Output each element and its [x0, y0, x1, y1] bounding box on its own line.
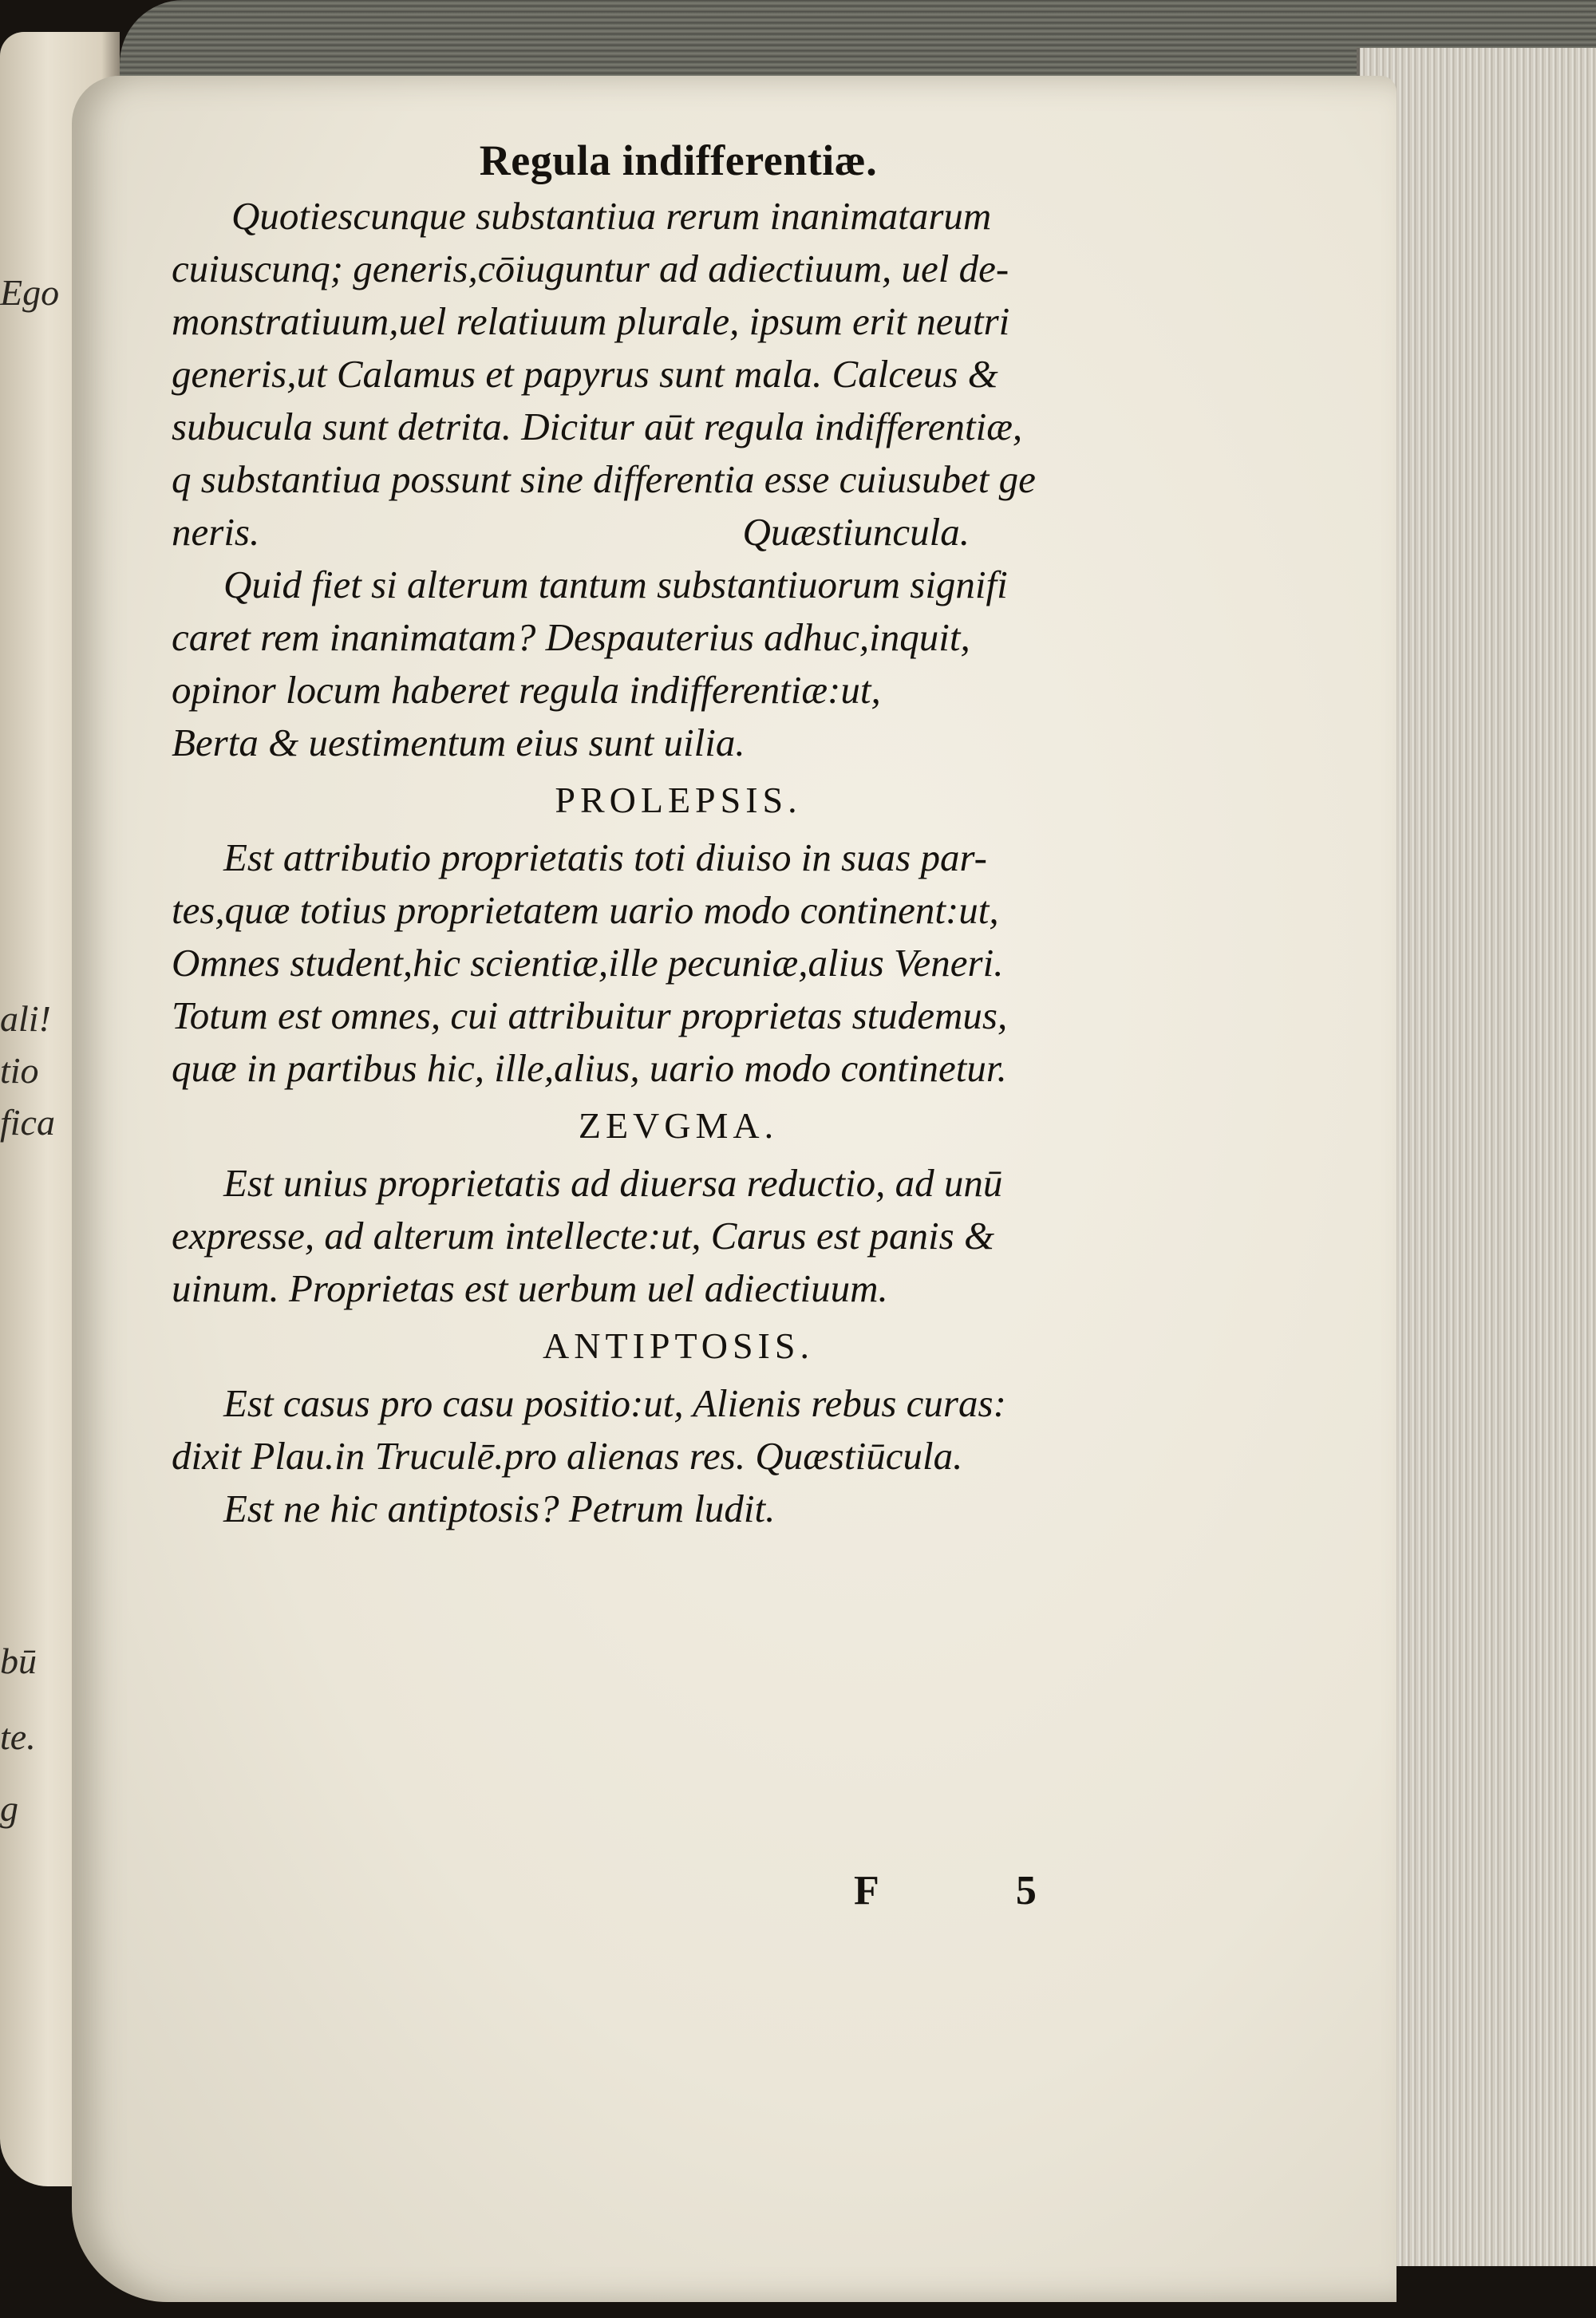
text-line: Est ne hic antiptosis? Petrum ludit.	[223, 1487, 776, 1530]
text-line: expresse, ad alterum intellecte:ut, Carus est panis &	[172, 1214, 995, 1258]
left-page-fragment: tio	[0, 1050, 39, 1091]
text-line: Est casus pro casu positio:ut, Alienis rebus curas:	[223, 1381, 1006, 1425]
paragraph-regula	[172, 190, 1153, 559]
text-line: quæ in partibus hic, ille,alius, uario modo continetur.	[172, 1046, 1007, 1090]
text-line: monstratiuum,uel relatiuum plurale, ipsum erit neutri	[172, 299, 1010, 343]
text-line: Berta & uestimentum eius sunt uilia.	[172, 721, 745, 764]
text-line: uinum. Proprietas est uerbum uel adiectiuum.	[172, 1266, 888, 1310]
text-line: Est unius proprietatis ad diuersa reductio, ad unū	[223, 1161, 1003, 1205]
left-page-fragment: fica	[0, 1102, 55, 1143]
left-page-fragment: ali!	[0, 998, 51, 1039]
page-title: Regula indifferentiæ.	[479, 136, 878, 184]
text-line: Est attributio proprietatis toti diuiso in suas par-	[223, 835, 987, 879]
text-line: Quotiescunque substantiua rerum inanimatarum	[231, 194, 992, 238]
text-line: subucula sunt detrita. Dicitur aūt regula indifferentiæ,	[172, 405, 1023, 448]
paragraph-prolepsis	[172, 831, 1153, 1095]
paragraph-zeugma	[172, 1157, 1153, 1315]
text-line: dixit Plau.in Truculē.pro alienas res. Quæstiūcula.	[172, 1434, 963, 1478]
left-page-fragment: bū	[0, 1641, 37, 1681]
text-line: neris.	[172, 510, 260, 554]
text-line: caret rem inanimatam? Despauterius adhuc,inquit,	[172, 615, 970, 659]
heading-antiptosis: ANTIPTOSIS.	[543, 1325, 814, 1366]
text-line: cuiuscunq; generis,cōiuguntur ad adiectiuum, uel de-	[172, 247, 1009, 290]
heading-prolepsis: PROLEPSIS.	[555, 780, 802, 820]
text-line: Totum est omnes, cui attribuitur proprietas studemus,	[172, 993, 1008, 1037]
text-line: q substantiua possunt sine differentia esse cuiusubet ge	[172, 457, 1036, 501]
left-page-fragment: Ego	[0, 272, 60, 313]
page-text	[172, 136, 1153, 1535]
text-line: Omnes student,hic scientiæ,ille pecuniæ,alius Veneri.	[172, 941, 1004, 985]
text-line: tes,quæ totius proprietatem uario modo continent:ut,	[172, 888, 999, 932]
paragraph-antiptosis	[172, 1377, 1153, 1535]
heading-zeugma: ZEVGMA.	[578, 1105, 779, 1146]
left-page-fragment: te.	[0, 1716, 36, 1757]
text-line: generis,ut Calamus et papyrus sunt mala. Calceus &	[172, 352, 998, 396]
left-page-fragment: g	[0, 1788, 18, 1829]
text-line: opinor locum haberet regula indifferentiæ:ut,	[172, 668, 881, 712]
subheading-quaestiuncula: Quæstiuncula.	[742, 510, 970, 554]
text-line: Quid fiet si alterum tantum substantiuorum signifi	[223, 563, 1008, 606]
paragraph-quaestio	[172, 559, 1153, 769]
signature-mark: F 5	[854, 1868, 1100, 1913]
